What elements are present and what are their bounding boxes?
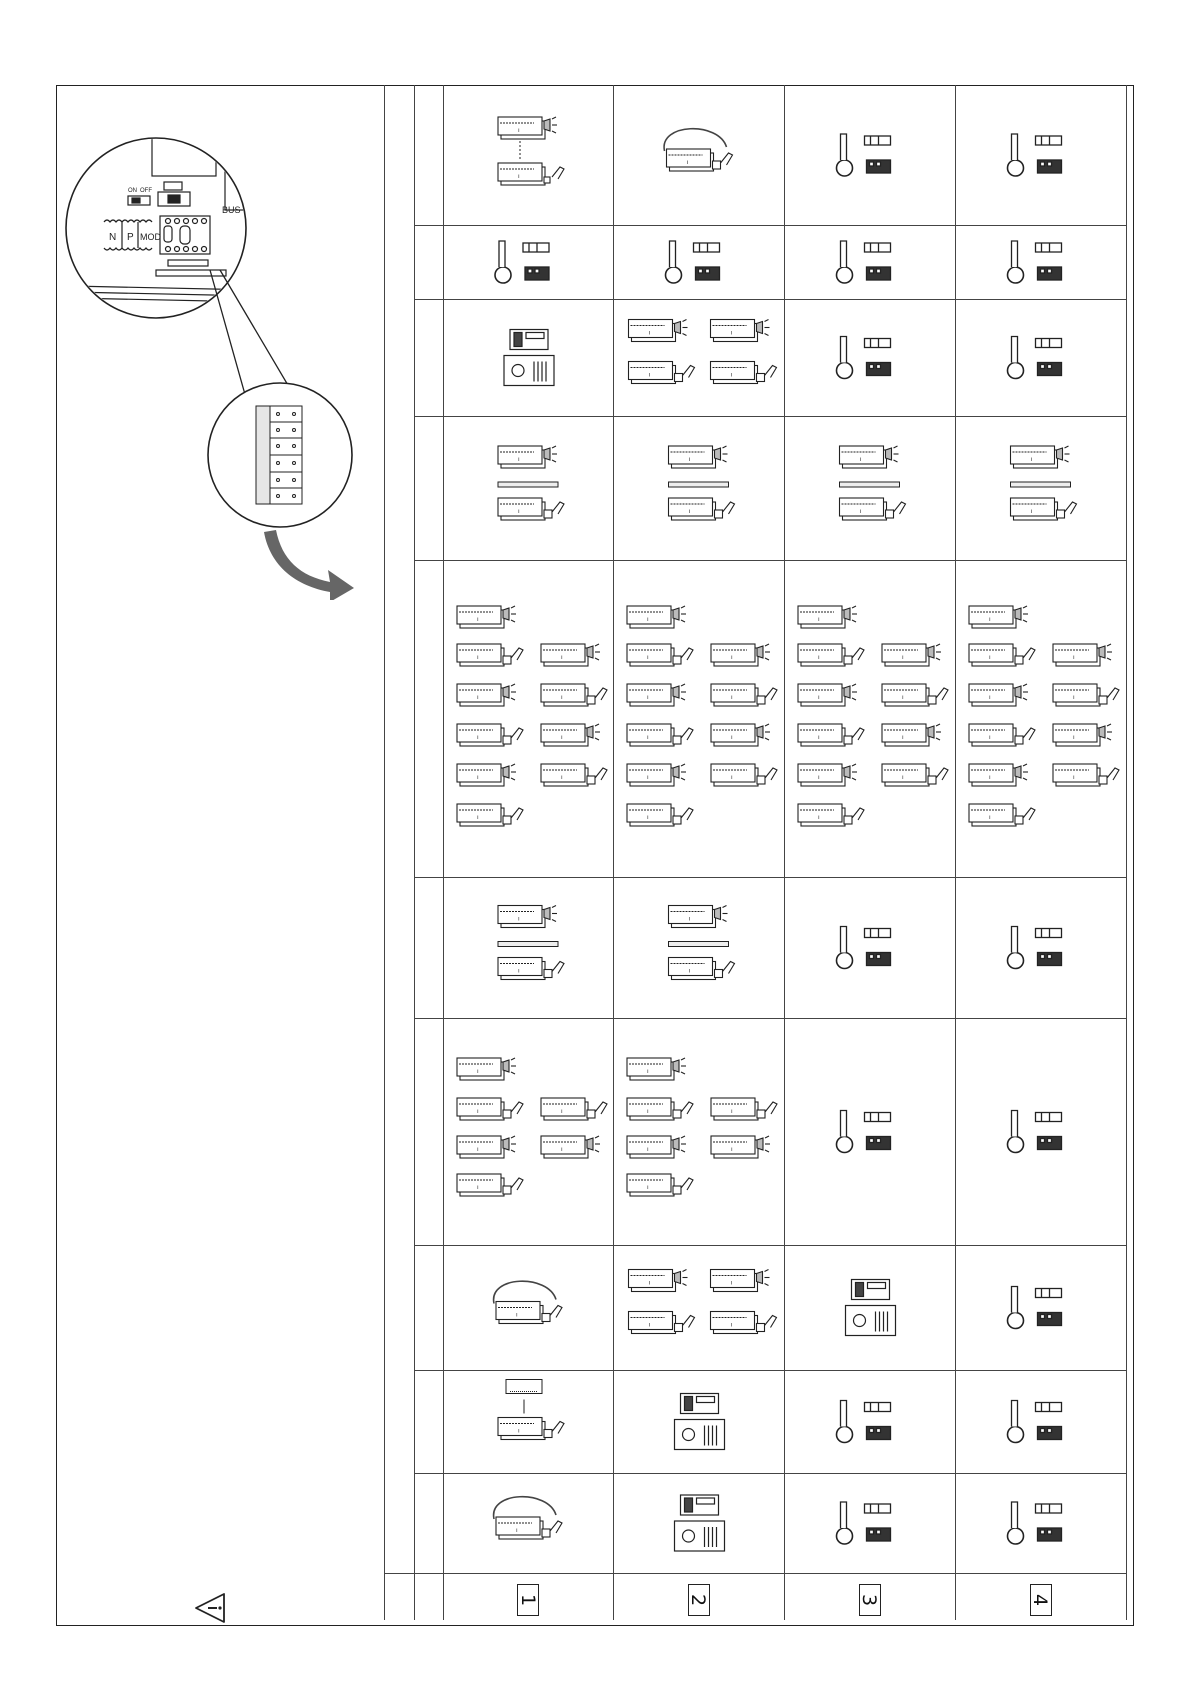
svg-text:ı: ı <box>477 1147 479 1153</box>
svg-text:ı: ı <box>477 775 479 781</box>
svg-text:ı: ı <box>1073 695 1075 701</box>
svg-text:ı: ı <box>647 1109 649 1115</box>
svg-text:ı: ı <box>1073 655 1075 661</box>
svg-text:ı: ı <box>477 1185 479 1191</box>
svg-text:ı: ı <box>902 775 904 781</box>
svg-text:MOD: MOD <box>140 232 161 242</box>
svg-text:ı: ı <box>686 160 689 166</box>
diagram-cell-pair-bar <box>443 416 613 560</box>
svg-text:ı: ı <box>902 735 904 741</box>
svg-text:ı: ı <box>561 695 563 701</box>
diagram-cell-module-insert <box>443 1370 613 1473</box>
diagram-cell-loop-press <box>443 1473 613 1573</box>
svg-text:ı: ı <box>731 655 733 661</box>
svg-text:ı: ı <box>859 509 862 515</box>
svg-text:ı: ı <box>731 1109 733 1115</box>
diagram-cell-key-device <box>955 85 1126 225</box>
diagram-cell-pair-bar <box>443 877 613 1018</box>
svg-text:ı: ı <box>561 735 563 741</box>
diagram-cell-pair-bar <box>613 416 784 560</box>
footer-line <box>384 1573 1126 1574</box>
svg-text:ı: ı <box>647 617 649 623</box>
svg-text:ı: ı <box>731 1147 733 1153</box>
diagram-cell-loop-press <box>443 1245 613 1370</box>
svg-text:ı: ı <box>648 1280 651 1287</box>
svg-text:ı: ı <box>647 1069 649 1075</box>
curved-arrow-icon <box>264 530 354 600</box>
svg-text:ı: ı <box>731 735 733 741</box>
column-number-label: 4 <box>1029 1593 1052 1607</box>
column-number-label: 1 <box>517 1593 539 1607</box>
svg-text:ı: ı <box>989 735 991 741</box>
svg-text:ı: ı <box>1073 735 1075 741</box>
diagram-cell-chain-medium <box>443 1018 613 1245</box>
diagram-cell-key-device <box>443 225 613 299</box>
svg-text:ı: ı <box>518 457 520 463</box>
svg-text:ı: ı <box>818 815 820 821</box>
diagram-cell-key-device <box>784 1473 955 1573</box>
svg-text:ı: ı <box>730 372 733 379</box>
svg-text:ı: ı <box>518 174 520 180</box>
svg-text:ı: ı <box>818 775 820 781</box>
svg-text:ı: ı <box>561 775 563 781</box>
svg-text:ı: ı <box>648 330 651 337</box>
svg-text:ı: ı <box>518 509 520 515</box>
column-number-label: 2 <box>687 1593 710 1607</box>
svg-text:ı: ı <box>730 330 733 337</box>
svg-text:ı: ı <box>647 775 649 781</box>
diagram-cell-key-device <box>784 85 955 225</box>
svg-text:ı: ı <box>1030 509 1033 515</box>
diagram-cell-key-device <box>955 299 1126 416</box>
diagram-cell-pair-arrow <box>443 85 613 225</box>
diagram-cell-chain-large <box>443 560 613 877</box>
diagram-cell-key-device <box>784 225 955 299</box>
svg-text:ı: ı <box>688 457 691 463</box>
svg-text:OFF: OFF <box>140 188 152 194</box>
diagram-cell-grid-2x2 <box>613 299 784 416</box>
svg-text:ı: ı <box>647 695 649 701</box>
svg-text:ı: ı <box>647 815 649 821</box>
diagram-cell-panel <box>784 1245 955 1370</box>
svg-text:ı: ı <box>902 695 904 701</box>
svg-text:ı: ı <box>989 655 991 661</box>
svg-text:ı: ı <box>477 735 479 741</box>
svg-text:ı: ı <box>1073 775 1075 781</box>
diagram-cell-loop-press <box>613 85 784 225</box>
svg-text:ı: ı <box>688 509 691 515</box>
column-number-box <box>688 1584 710 1616</box>
diagram-cell-key-device <box>955 1245 1126 1370</box>
diagram-cell-pair-bar <box>784 416 955 560</box>
svg-text:ı: ı <box>647 1147 649 1153</box>
svg-text:ı: ı <box>989 815 991 821</box>
diagram-cell-key-device <box>613 225 784 299</box>
column-number-box <box>1030 1584 1052 1616</box>
diagram-cell-key-device <box>784 1370 955 1473</box>
grid-line <box>1126 85 1127 1620</box>
diagram-cell-key-device <box>784 299 955 416</box>
svg-text:ı: ı <box>477 1109 479 1115</box>
svg-text:ı: ı <box>989 617 991 623</box>
svg-text:ı: ı <box>647 655 649 661</box>
grid-line <box>384 85 385 1620</box>
diagram-cell-key-device <box>955 877 1126 1018</box>
svg-text:ı: ı <box>730 1322 733 1329</box>
board-zoom-illustration <box>60 120 380 600</box>
diagram-cell-chain-large <box>784 560 955 877</box>
svg-text:ı: ı <box>647 1185 649 1191</box>
warning-triangle-icon <box>190 1590 230 1626</box>
svg-text:ı: ı <box>477 1069 479 1075</box>
diagram-cell-chain-large <box>955 560 1126 877</box>
svg-text:ON: ON <box>128 188 137 194</box>
svg-text:ı: ı <box>647 735 649 741</box>
svg-text:ı: ı <box>859 457 862 463</box>
svg-text:ı: ı <box>518 1428 520 1435</box>
diagram-cell-key-device <box>784 877 955 1018</box>
svg-text:ı: ı <box>477 695 479 701</box>
diagram-cell-key-device <box>955 1018 1126 1245</box>
svg-text:ı: ı <box>561 655 563 661</box>
svg-text:ı: ı <box>518 968 520 975</box>
svg-text:ı: ı <box>989 775 991 781</box>
grid-line <box>414 85 415 1620</box>
diagram-cell-pair-bar <box>613 877 784 1018</box>
diagram-cell-panel <box>613 1370 784 1473</box>
svg-text:N: N <box>109 232 117 243</box>
diagram-cell-key-device <box>955 1473 1126 1573</box>
diagram-cell-panel <box>613 1473 784 1573</box>
svg-text:ı: ı <box>516 1312 518 1319</box>
svg-text:BUS: BUS <box>222 205 241 215</box>
diagram-cell-pair-bar <box>955 416 1126 560</box>
svg-text:ı: ı <box>731 775 733 781</box>
svg-text:ı: ı <box>688 916 691 923</box>
svg-text:ı: ı <box>518 916 520 923</box>
svg-text:ı: ı <box>818 655 820 661</box>
svg-text:P: P <box>127 232 134 243</box>
svg-text:ı: ı <box>561 1147 563 1153</box>
diagram-cell-key-device <box>955 1370 1126 1473</box>
diagram-cell-key-device <box>955 225 1126 299</box>
diagram-cell-grid-2x2 <box>613 1245 784 1370</box>
svg-text:ı: ı <box>477 815 479 821</box>
svg-text:ı: ı <box>516 1528 518 1534</box>
diagram-cell-key-device <box>784 1018 955 1245</box>
svg-text:ı: ı <box>648 372 651 379</box>
column-number-box <box>859 1584 881 1616</box>
column-number-label: 3 <box>858 1593 881 1607</box>
svg-text:ı: ı <box>730 1280 733 1287</box>
svg-text:ı: ı <box>477 617 479 623</box>
diagram-cell-chain-medium <box>613 1018 784 1245</box>
column-number-box <box>517 1584 539 1616</box>
svg-text:ı: ı <box>818 617 820 623</box>
svg-text:ı: ı <box>477 655 479 661</box>
svg-text:ı: ı <box>989 695 991 701</box>
diagram-cell-chain-large <box>613 560 784 877</box>
svg-text:ı: ı <box>1030 457 1033 463</box>
svg-text:ı: ı <box>902 655 904 661</box>
svg-text:ı: ı <box>561 1109 563 1115</box>
magnifier-callout-icon <box>60 120 380 600</box>
svg-text:ı: ı <box>648 1322 651 1329</box>
svg-text:ı: ı <box>818 735 820 741</box>
svg-text:ı: ı <box>688 968 691 975</box>
svg-text:ı: ı <box>818 695 820 701</box>
svg-text:ı: ı <box>518 128 520 134</box>
diagram-cell-panel <box>443 299 613 416</box>
svg-text:ı: ı <box>731 695 733 701</box>
